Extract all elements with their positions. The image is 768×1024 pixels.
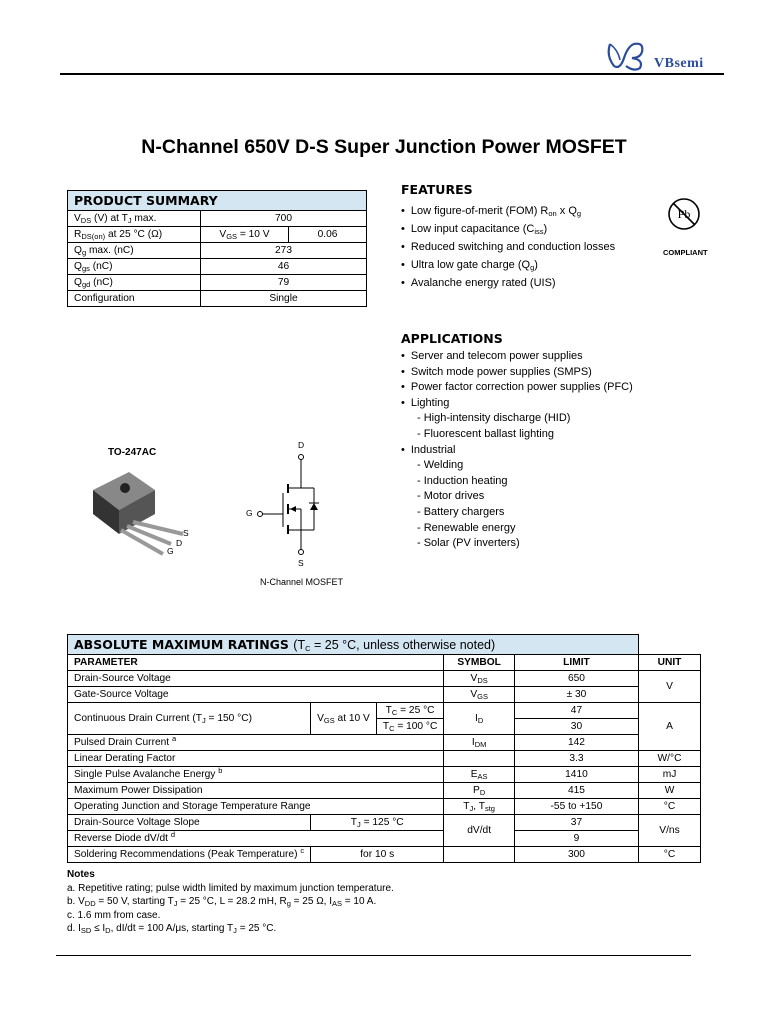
notes-heading: Notes bbox=[67, 869, 95, 880]
ps-param: $Q_g$ max. (nC) bbox=[68, 243, 201, 259]
table-header-row bbox=[68, 655, 701, 671]
ps-value: 46 bbox=[201, 259, 367, 275]
list-item: • Reduced switching and conduction losses bbox=[401, 238, 615, 256]
col-symbol: SYMBOL bbox=[444, 655, 515, 671]
sch-pin-g: G bbox=[246, 508, 253, 518]
list-item: • Server and telecom power supplies bbox=[401, 349, 633, 365]
brand-name: VBsemi bbox=[654, 56, 704, 71]
footer-rule bbox=[56, 955, 691, 956]
ps-value: 700 bbox=[201, 211, 367, 227]
lead-free-icon bbox=[667, 197, 701, 231]
list-item: - Fluorescent ballast lighting bbox=[417, 427, 554, 440]
applications-list bbox=[401, 349, 633, 552]
pkg-pin-g: G bbox=[167, 546, 174, 556]
ps-param: $Q_{gd}$ (nC) bbox=[68, 275, 201, 291]
to247-package-icon bbox=[85, 464, 205, 564]
table-row: Reverse Diode dV/dt $^d$ 9 bbox=[68, 831, 701, 847]
list-item: • Lighting bbox=[401, 396, 633, 412]
table-row bbox=[68, 259, 367, 275]
table-row: Linear Derating Factor 3.3 W/°C bbox=[68, 751, 701, 767]
list-item: • Industrial bbox=[401, 443, 633, 459]
page-title: N-Channel 650V D-S Super Junction Power MOSFET bbox=[141, 136, 627, 158]
note-d: d. $I_{SD} \le I_D$, dI/dt = 100 A/μs, starting $T_J = 25$ °C. bbox=[67, 923, 277, 935]
col-limit: LIMIT bbox=[514, 655, 638, 671]
table-row: Single Pulse Avalanche Energy $^b$ $E_{AS}$ 1410 mJ bbox=[68, 767, 701, 783]
col-parameter: PARAMETER bbox=[68, 655, 444, 671]
applications-heading: APPLICATIONS bbox=[401, 331, 503, 346]
features-heading: FEATURES bbox=[401, 182, 473, 197]
table-row bbox=[68, 291, 367, 307]
ps-value: Single bbox=[201, 291, 367, 307]
sch-pin-s: S bbox=[298, 558, 304, 568]
table-row: Maximum Power Dissipation $P_D$ 415 W bbox=[68, 783, 701, 799]
table-row: Gate-Source Voltage $V_{GS}$ ± 30 bbox=[68, 687, 701, 703]
note-b: b. $V_{DD} = 50$ V, starting $T_J = 25$ °C, L = 28.2 mH, $R_g = 25$ Ω, $I_{AS} = 10$ A. bbox=[67, 896, 377, 908]
features-list bbox=[401, 202, 615, 292]
list-item: • Avalanche energy rated (UIS) bbox=[401, 274, 615, 292]
table-row: Operating Junction and Storage Temperature Range $T_J$, $T_{stg}$ -55 to +150 °C bbox=[68, 799, 701, 815]
table-row: Drain-Source Voltage $V_{DS}$ 650 V bbox=[68, 671, 701, 687]
list-item: - High-intensity discharge (HID) bbox=[417, 412, 571, 425]
table-row: $T_C = 100$ °C 30 bbox=[68, 719, 701, 735]
table-row bbox=[68, 243, 367, 259]
list-item: - Welding bbox=[417, 459, 464, 472]
list-item: • Low input capacitance $(C_{iss})$ bbox=[401, 220, 615, 238]
mosfet-schematic-icon bbox=[250, 448, 350, 568]
col-unit: UNIT bbox=[639, 655, 701, 671]
table-row: Continuous Drain Current ($T_J = 150$ °C) $V_{GS}$ at 10 V $T_C = 25$ °C $I_D$ 47 A bbox=[68, 703, 701, 719]
compliant-label: COMPLIANT bbox=[663, 248, 708, 257]
product-summary-table bbox=[67, 190, 367, 307]
list-item: - Renewable energy bbox=[417, 521, 516, 534]
ps-param: $V_{DS}$ (V) at $T_J$ max. bbox=[68, 211, 201, 227]
list-item: • Switch mode power supplies (SMPS) bbox=[401, 365, 633, 381]
ps-value: 79 bbox=[201, 275, 367, 291]
ps-param: Configuration bbox=[68, 291, 201, 307]
absolute-max-ratings-table bbox=[67, 634, 701, 863]
ps-param: $Q_{gs}$ (nC) bbox=[68, 259, 201, 275]
vbsemi-logo-icon bbox=[604, 38, 656, 72]
list-item: • Ultra low gate charge $(Q_g)$ bbox=[401, 256, 615, 274]
ps-condition: $V_{GS} = 10$ V bbox=[201, 227, 289, 243]
ps-param: $R_{DS(on)}$ at 25 °C (Ω) bbox=[68, 227, 201, 243]
table-row: Drain-Source Voltage Slope $T_J = 125$ °C dV/dt 37 V/ns bbox=[68, 815, 701, 831]
pb-free-badge bbox=[667, 197, 701, 231]
ps-value: 273 bbox=[201, 243, 367, 259]
product-summary-heading: PRODUCT SUMMARY bbox=[68, 191, 367, 211]
list-item: - Solar (PV inverters) bbox=[417, 537, 520, 550]
ps-value: 0.06 bbox=[289, 227, 367, 243]
abs-max-heading: ABSOLUTE MAXIMUM RATINGS ($T_C = 25$ °C, unless otherwise noted) bbox=[68, 635, 639, 655]
table-row bbox=[68, 227, 367, 243]
note-c: c. 1.6 mm from case. bbox=[67, 909, 161, 921]
schematic-caption: N-Channel MOSFET bbox=[260, 577, 344, 587]
pkg-pin-d: D bbox=[176, 538, 183, 548]
list-item: - Induction heating bbox=[417, 474, 508, 487]
table-row: Pulsed Drain Current $^a$ $I_{DM}$ 142 bbox=[68, 735, 701, 751]
list-item: • Low figure-of-merit (FOM) $R_{on}$ x $Q_g$ bbox=[401, 202, 615, 220]
svg-text:Pb: Pb bbox=[677, 207, 691, 221]
sch-pin-d: D bbox=[298, 440, 305, 450]
notes-block bbox=[67, 868, 394, 936]
table-row: Soldering Recommendations (Peak Temperature) $^c$ for 10 s 300 °C bbox=[68, 847, 701, 863]
list-item: - Motor drives bbox=[417, 490, 485, 503]
table-row bbox=[68, 211, 367, 227]
note-a: a. Repetitive rating; pulse width limited by maximum junction temperature. bbox=[67, 882, 394, 894]
header-rule bbox=[60, 73, 724, 75]
package-label: TO-247AC bbox=[108, 447, 157, 458]
pkg-pin-s: S bbox=[183, 528, 189, 538]
list-item: • Power factor correction power supplies (PFC) bbox=[401, 380, 633, 396]
table-row bbox=[68, 275, 367, 291]
list-item: - Battery chargers bbox=[417, 505, 505, 518]
brand-logo bbox=[604, 38, 724, 74]
